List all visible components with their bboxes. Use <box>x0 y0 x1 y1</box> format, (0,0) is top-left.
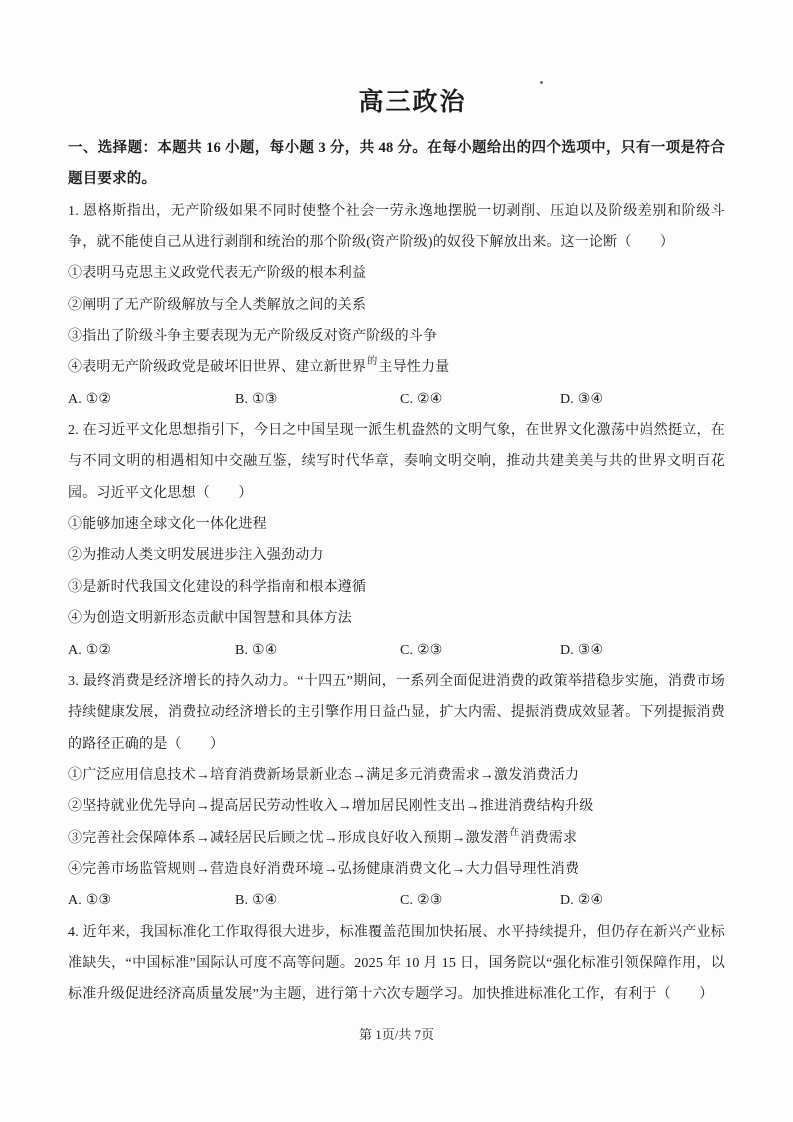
choice-item-3 <box>68 823 725 854</box>
option-b: B. ①④ <box>235 642 278 658</box>
option-d: D. ③④ <box>560 642 604 658</box>
page-footer: 第 1页/共 7页 <box>358 1027 435 1042</box>
question-2 <box>68 415 725 666</box>
section-heading: 一、选择题：本题共 16 小题，每小题 3 分，共 48 分。在每小题给出的四个选项中，只有一项是符合题目要求的。 <box>68 140 725 188</box>
choice-item-4: ④完善市场监管规则→营造良好消费环境→弘扬健康消费文化→大力倡导理性消费 <box>68 861 580 877</box>
question-4-stem: 4. 近年来，我国标准化工作取得很大进步，标准覆盖范围加快拓展、水平持续提升，但仍存在新兴产业标准缺失，“中国标准”国际认可度不高等问题。2025 年 10 月 15 日，国务院以“强化标准引领保障作用，以标准升级促进经济高质量发展”为主题，进行第十六次专题学习。加快推进标准化工作，有利于（ ） <box>68 924 725 1003</box>
choice-item-3-text: ③完善社会保障体系→减轻居民后顾之忧→形成良好收入预期→激发潜 <box>68 830 509 846</box>
question-4 <box>68 917 725 1011</box>
dot-artifact <box>540 81 543 84</box>
option-c: C. ②③ <box>400 642 443 658</box>
question-1 <box>68 196 725 415</box>
option-c: C. ②③ <box>400 893 443 909</box>
question-3-stem: 3. 最终消费是经济增长的持久动力。“十四五”期间，一系列全面促进消费的政策举措稳步实施，消费市场持续健康发展，消费拉动经济增长的主引擎作用日益凸显，扩大内需、提振消费成效显著。下列提振消费的路径正确的是（ ） <box>68 673 725 752</box>
choice-item-3: ③是新时代我国文化建设的科学指南和根本遵循 <box>68 579 367 595</box>
option-d: D. ②④ <box>560 893 604 909</box>
choice-item-1: ①能够加速全球文化一体化进程 <box>68 517 267 533</box>
page-title: 高三政治 <box>358 89 467 116</box>
choice-item-4-text: ④表明无产阶级政党是破坏旧世界、建立新世界 <box>68 360 367 376</box>
options-row <box>68 885 725 916</box>
raised-char: 的 <box>367 356 378 368</box>
question-2-stem: 2. 在习近平文化思想指引下，今日之中国呈现一派生机盎然的文明气象，在世界文化激荡中岿然挺立，在与不同文明的相遇相知中交融互鉴，续写时代华章，奏响文明交响，推动共建美美与共的世界文明百花园。习近平文化思想（ ） <box>68 423 725 501</box>
choice-item-4 <box>68 352 725 383</box>
option-a: A. ①③ <box>68 893 112 909</box>
option-c: C. ②④ <box>400 391 443 407</box>
raised-char: 在 <box>509 826 520 838</box>
option-a: A. ①② <box>68 642 112 658</box>
choice-item-4-text-rest: 主导性力量 <box>378 360 450 376</box>
choice-item-3: ③指出了阶级斗争主要表现为无产阶级反对资产阶级的斗争 <box>68 329 438 345</box>
options-row <box>68 635 725 666</box>
choice-item-1: ①广泛应用信息技术→培育消费新场景新业态→满足多元消费需求→激发消费活力 <box>68 767 580 783</box>
choice-item-2: ②阐明了无产阶级解放与全人类解放之间的关系 <box>68 297 367 313</box>
question-3 <box>68 666 725 917</box>
option-b: B. ①④ <box>235 893 278 909</box>
choice-item-2: ②为推动人类文明发展进步注入强劲动力 <box>68 548 324 564</box>
option-d: D. ③④ <box>560 391 604 407</box>
choice-item-1: ①表明马克思主义政党代表无产阶级的根本利益 <box>68 266 367 282</box>
question-1-stem: 1. 恩格斯指出，无产阶级如果不同时使整个社会一劳永逸地摆脱一切剥削、压迫以及阶级差别和阶级斗争，就不能使自己从进行剥削和统治的那个阶级(资产阶级)的奴役下解放出来。这一论断（ ） <box>68 203 725 251</box>
choice-item-4: ④为创造文明新形态贡献中国智慧和具体方法 <box>68 611 352 627</box>
choice-item-3-text-rest: 消费需求 <box>520 830 578 846</box>
option-b: B. ①③ <box>235 391 278 407</box>
exam-body <box>68 133 725 1011</box>
choice-item-2: ②坚持就业优先导向→提高居民劳动性收入→增加居民刚性支出→推进消费结构升级 <box>68 799 594 815</box>
options-row <box>68 384 725 415</box>
option-a: A. ①② <box>68 391 112 407</box>
